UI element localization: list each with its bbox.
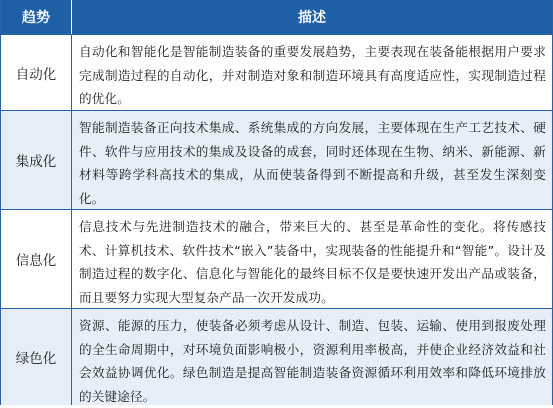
table-row xyxy=(1,34,552,110)
trend-description: 信息技术与先进制造技术的融合，带来巨大的、甚至是革命性的变化。将传感技术、计算机技术、软件技术“嵌入”装备中，实现装备的性能提升和“智能”。设计及制造过程的数字化、信息化与智能化的最终目标不仅是要快速开发出产品或装备，而且要努力实现大型复杂产品一次开发成功。 xyxy=(79,219,546,305)
header-description: 描述 xyxy=(298,10,326,26)
trend-name: 自动化 xyxy=(1,35,72,110)
trend-description: 自动化和智能化是智能制造装备的重要发展趋势，主要表现在装备能根据用户要求完成制造过程的自动化，并对制造对象和制造环境具有高度适应性，实现制造过程的优化。 xyxy=(79,44,546,106)
table-row xyxy=(1,308,552,405)
trend-description: 智能制造装备正向技术集成、系统集成的方向发展，主要体现在生产工艺技术、硬件、软件与应用技术的集成及设备的成套，同时还体现在生物、纳米、新能源、新材料等跨学科高技术的集成，从而使装备得到不断提高和升级，甚至发生深刻变化。 xyxy=(79,120,546,206)
table-header xyxy=(1,0,552,34)
trend-name: 信息化 xyxy=(1,210,72,308)
trend-description: 资源、能源的压力，使装备必须考虑从设计、制造、包装、运输、使用到报废处理的全生命周期中，对环境负面影响极小，资源利用率极高，并使企业经济效益和社会效益协调优化。绿色制造是提高智能制造装备资源循环利用效率和降低环境排放的关键途径。 xyxy=(79,318,546,404)
table-row xyxy=(1,209,552,308)
trend-name: 绿色化 xyxy=(1,309,72,405)
header-trend: 趋势 xyxy=(1,0,72,34)
trend-name: 集成化 xyxy=(1,111,72,209)
table-row xyxy=(1,110,552,209)
